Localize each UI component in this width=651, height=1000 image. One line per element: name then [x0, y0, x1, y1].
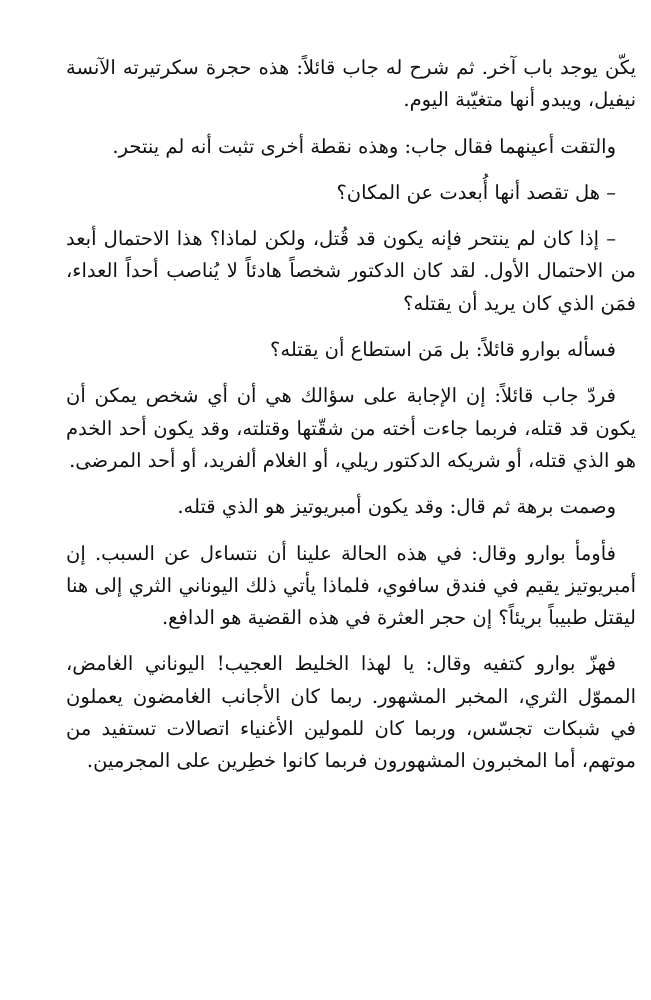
paragraph-9: فهزّ بوارو كتفيه وقال: يا لهذا الخليط العجيب! اليوناني الغامض، المموّل الثري، المخبر المشهور. ربما كان الأجانب الغامضون يعملون في شبكات تجسّس، وربما كان للمولين الأغنياء اتصالات تستفيد من موتهم، أما المخبرون المشهورون فربما كانوا خطِرين على المجرمين.	[66, 652, 636, 773]
paragraph-1: يكّن يوجد باب آخر. ثم شرح له جاب قائلاً: هذه حجرة سكرتيرته الآنسة نيفيل، ويبدو أنها متغيّبة اليوم.	[66, 56, 636, 112]
paragraph-8: فأومأ بوارو وقال: في هذه الحالة علينا أن نتساءل عن السبب. إن أمبريوتيز يقيم في فندق سافوي، فلماذا يأتي ذلك اليوناني الثري إلى هنا ليقتل طبيباً بريئاً؟ إن حجر العثرة في هذه القضية هو الدافع.	[66, 541, 636, 630]
paragraph-6: فردّ جاب قائلاً: إن الإجابة على سؤالك هي أن أي شخص يمكن أن يكون قد قتله، فربما جاءت أخته من شقّتها وقتلته، وقد يكون أحد الخدم هو الذي قتله، أو شريكه الدكتور ريلي، أو الغلام ألفريد، أو أحد المرضى.	[66, 384, 636, 472]
paragraph-7: وصمت برهة ثم قال: وقد يكون أمبريوتيز هو الذي قتله.	[177, 495, 616, 519]
paragraph-4: – إذا كان لم ينتحر فإنه يكون قد قُتل، ولكن لماذا؟ هذا الاحتمال أبعد من الاحتمال الأول. لقد كان الدكتور شخصاً هادئاً لا يُناصب أحداً العداء، فمَن الذي كان يريد أن يقتله؟	[66, 227, 636, 315]
book-page-text	[66, 52, 636, 792]
paragraph-2: والتقت أعينهما فقال جاب: وهذه نقطة أخرى تثبت أنه لم ينتحر.	[112, 134, 616, 158]
paragraph-3: – هل تقصد أنها أُبعدت عن المكان؟	[336, 180, 616, 204]
paragraph-5: فسأله بوارو قائلاً: بل مَن استطاع أن يقتله؟	[270, 338, 616, 362]
